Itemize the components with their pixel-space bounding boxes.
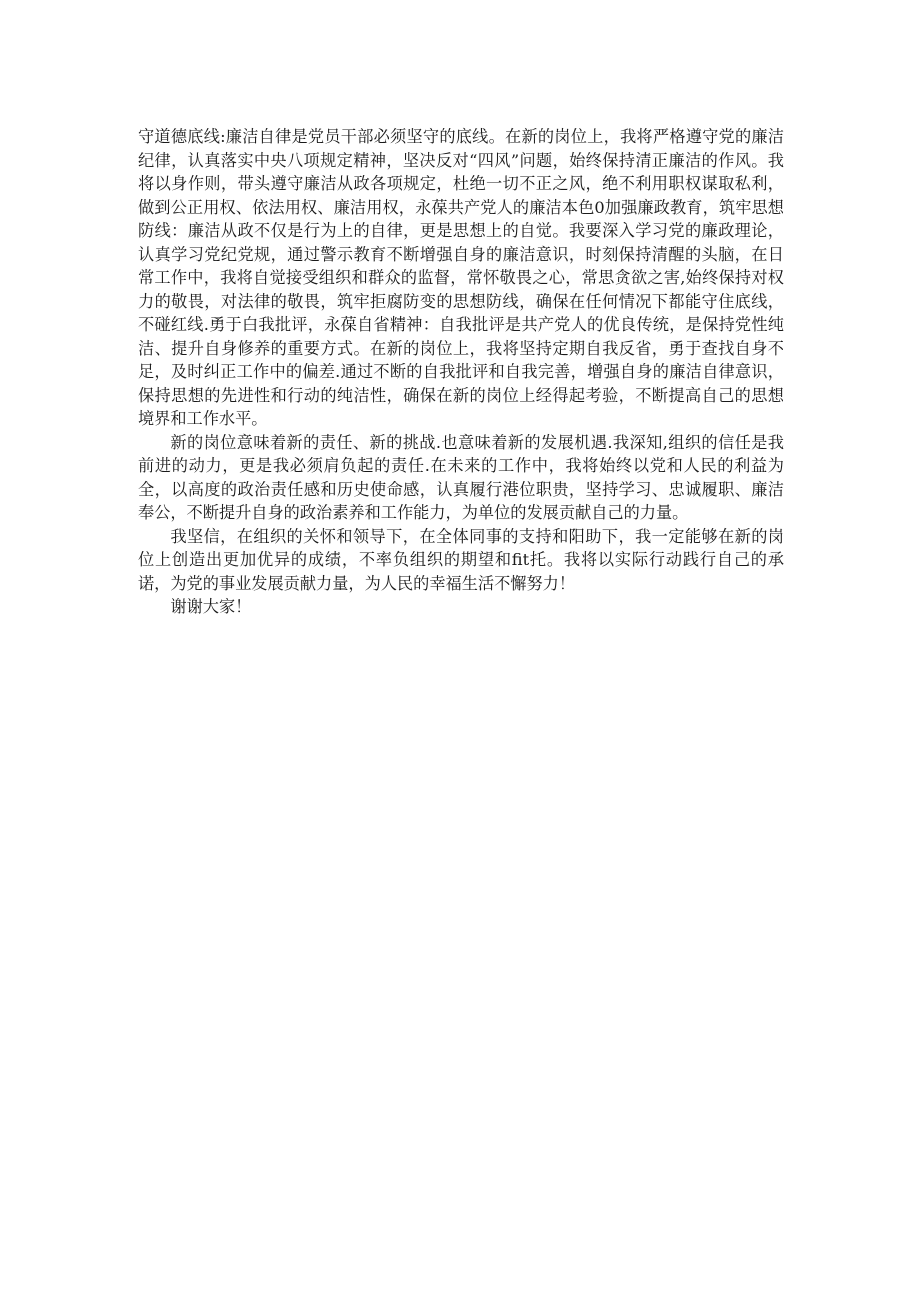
paragraph-thanks: 谢谢大家！ — [170, 597, 252, 616]
paragraph-new-post: 新的岗位意味着新的责任、新的挑战.也意味着新的发展机遇.我深知,组织的信任是我前进的动力，更是我必须肩负起的责任.在未来的工作中，我将始终以党和人民的利益为全，以高度的政治责任感和历史使命感，认真履行港位职贵，坚持学习、忠诚履职、廉洁奉公，不断提升自身的政治素养和工作能力，为单位的发展贡献自己的力量。 — [138, 432, 784, 522]
document-body — [138, 125, 784, 619]
paragraph-integrity: 守道德底线:廉洁自律是党员干部必须坚守的底线。在新的岗位上，我将严格遵守党的廉洁纪律，认真落实中央八项规定精神，坚决反对“四风”问题，始终保持清正廉洁的作风。我将以身作则，带头遵守廉洁从政各项规定，杜绝一切不正之风，绝不利用职权谋取私利，做到公正用权、依法用权、廉洁用权，永葆共产党人的廉洁本色0加强廉政教育，筑牢思想防线：廉洁从政不仅是行为上的自律，更是思想上的自觉。我要深入学习党的廉政理论，认真学习党纪党规，通过警示教育不断增强自身的廉洁意识，时刻保持清醒的头脑，在日常工作中，我将自觉接受组织和群众的监督，常怀敬畏之心，常思贪欲之害,始终保持对权力的敬畏，对法律的敬畏，筑牢拒腐防变的思想防线，确保在任何情况下都能守住底线，不碰红线.勇于白我批评，永葆自省精神：自我批评是共产党人的优良传统，是保持党性纯洁、提升自身修养的重要方式。在新的岗位上，我将坚持定期自我反省，勇于查找自身不足，及时纠正工作中的偏差.通过不断的自我批评和自我完善，增强自身的廉洁自律意识，保持思想的先进性和行动的纯洁性，确保在新的岗位上经得起考验，不断提高自己的思想境界和工作水平。 — [138, 127, 784, 428]
paragraph-commitment: 我坚信，在组织的关怀和领导下，在全体同事的支持和阳助下，我一定能够在新的岗位上创造出更加优异的成绩，不率负组织的期望和fit托。我将以实际行动践行自己的承诺，为党的事业发展贡献力量，为人民的幸福生活不懈努力！ — [138, 526, 784, 593]
